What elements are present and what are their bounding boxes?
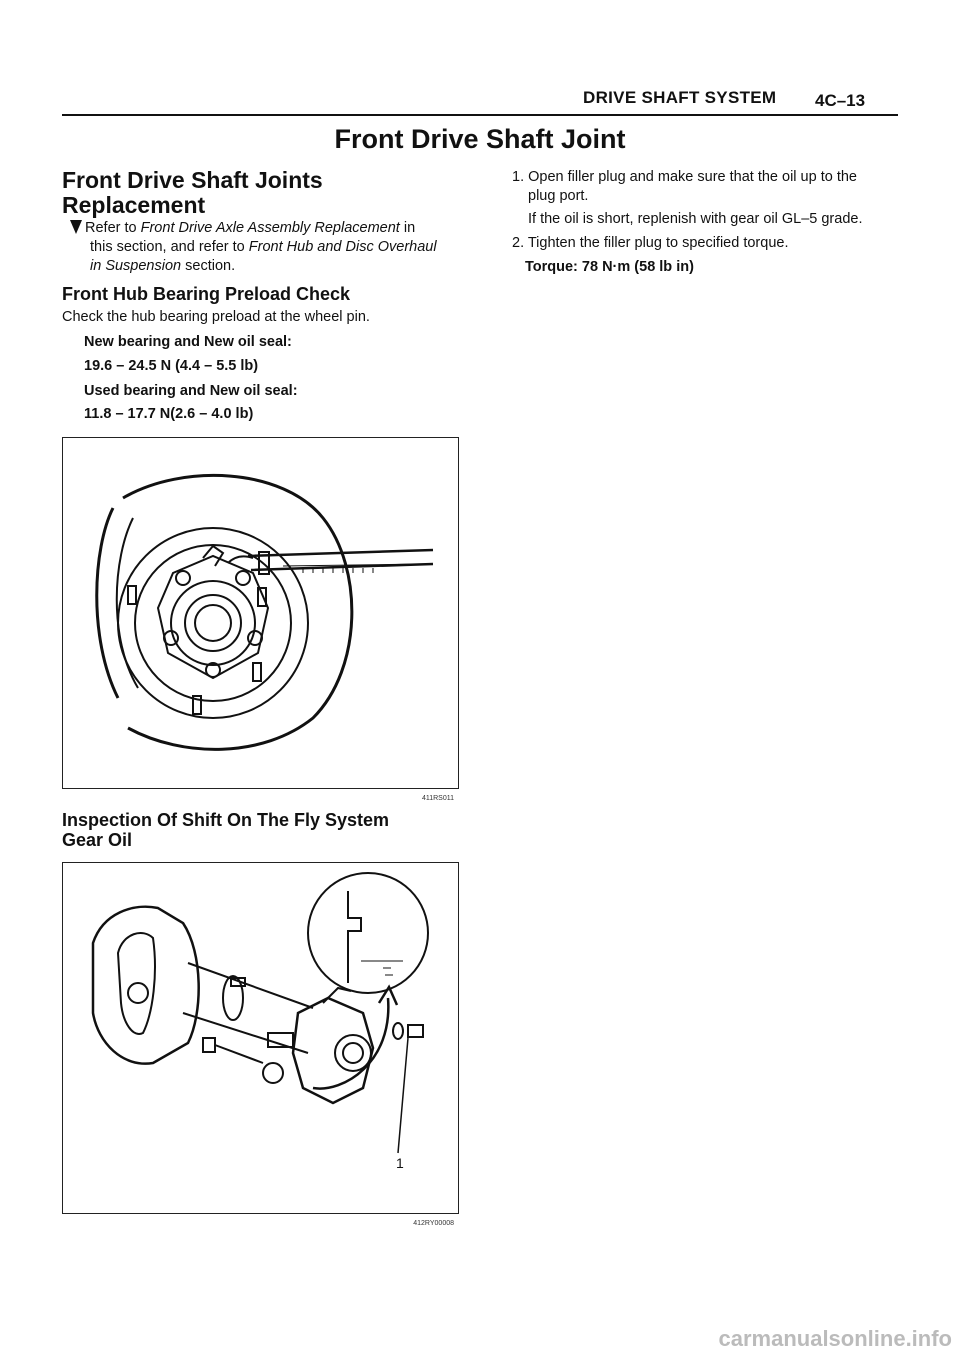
inspection-heading	[62, 810, 389, 850]
inspection-heading-line1: Inspection Of Shift On The Fly System	[62, 810, 390, 830]
page-number: 4C–13	[815, 91, 866, 110]
axle-replacement-link[interactable]: Front Drive Axle Assembly Replacement	[140, 220, 400, 236]
in-text: in	[403, 220, 416, 236]
torque-spec: Torque: 78 N·m (58 lb in)	[525, 259, 694, 275]
step1-line1: 1. Open filler plug and make sure that the oil up to the	[512, 169, 857, 185]
steps	[512, 168, 902, 277]
spec1-value: 19.6 – 24.5 N (4.4 – 5.5 lb)	[84, 358, 259, 374]
figure2-code: 412RY00008	[413, 1220, 454, 1227]
replacement-text	[70, 219, 462, 276]
step1-line2: plug port.	[528, 188, 589, 204]
triangle-bullet-icon	[70, 220, 82, 234]
watermark: carmanualsonline.info	[718, 1326, 952, 1351]
step2: 2. Tighten the filler plug to specified torque.	[512, 235, 789, 251]
spec1-label: New bearing and New oil seal:	[84, 334, 292, 350]
replacement-heading	[62, 168, 323, 218]
replacement-heading-line1: Front Drive Shaft Joints	[62, 167, 323, 193]
spec2-value: 11.8 – 17.7 N(2.6 – 4.0 lb)	[84, 406, 254, 422]
preload-heading: Front Hub Bearing Preload Check	[62, 284, 351, 304]
figure1-code: 411RS011	[421, 795, 454, 802]
section-header: DRIVE SHAFT SYSTEM	[583, 88, 777, 107]
spec2-label: Used bearing and New oil seal:	[84, 383, 298, 399]
inspection-heading-line2: Gear Oil	[62, 830, 133, 850]
refer-text-2: this section, and refer to	[90, 239, 245, 255]
section-text: section.	[185, 258, 236, 274]
preload-intro: Check the hub bearing preload at the wheel pin.	[62, 309, 370, 325]
hub-disc-overhaul-link[interactable]: Front Hub and Disc Overhaul	[248, 239, 437, 255]
header-rule	[62, 114, 898, 116]
refer-to-text: Refer to	[85, 220, 137, 236]
page-title: Front Drive Shaft Joint	[334, 124, 626, 154]
hub-preload-illustration	[63, 438, 458, 788]
hub-preload-figure	[62, 437, 459, 802]
step1-line3: If the oil is short, replenish with gear oil GL–5 grade.	[528, 211, 863, 227]
replacement-heading-line2: Replacement	[62, 192, 206, 218]
suspension-link[interactable]: in Suspension	[90, 258, 182, 274]
callout-1: 1	[396, 1155, 404, 1171]
gear-oil-figure	[62, 862, 459, 1227]
